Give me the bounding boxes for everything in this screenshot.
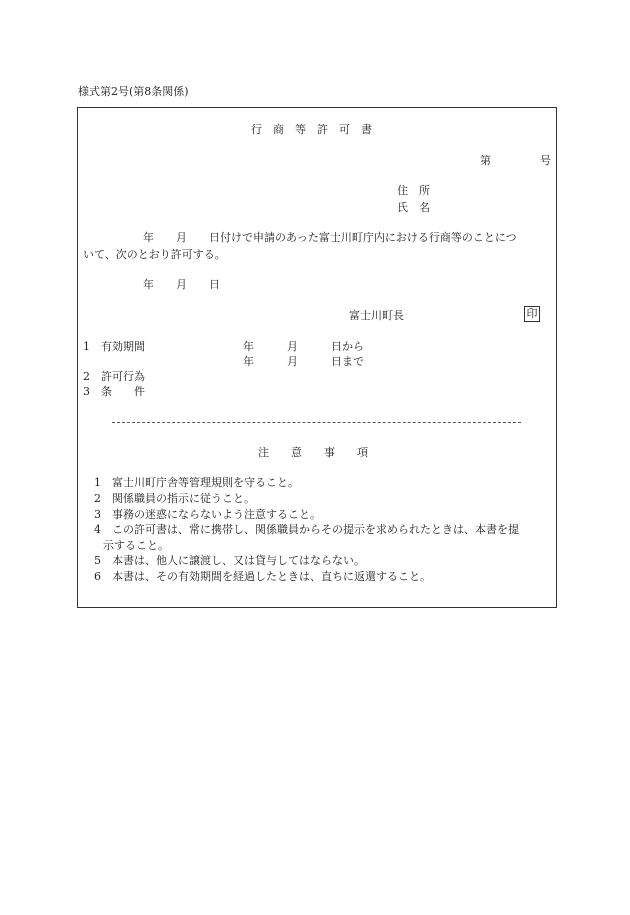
issue-date: 年 月 日 <box>143 278 220 291</box>
note-item: 1 富士川町庁舎等管理規則を守ること。 <box>94 476 299 489</box>
cut-line-divider <box>112 422 521 423</box>
name-label: 氏 名 <box>397 201 430 214</box>
seal-stamp: 印 <box>524 306 540 322</box>
permit-body-line-1: 年 月 日付けで申請のあった富士川町庁内における行商等のことにつ <box>143 231 517 244</box>
item-3-conditions: 3 条 件 <box>83 385 145 398</box>
item-1-validity-label: 有効期間 <box>101 340 145 353</box>
note-item: 5 本書は、他人に譲渡し、又は貸与してはならない。 <box>94 554 365 567</box>
form-number-label: 様式第2号(第8条関係) <box>78 85 189 98</box>
validity-to: 年 月 日まで <box>243 355 364 368</box>
note-item-continuation: 示すること。 <box>103 539 169 552</box>
note-item: 2 関係職員の指示に従うこと。 <box>94 492 255 505</box>
note-item: 3 事務の迷惑にならないよう注意すること。 <box>94 508 321 521</box>
note-item: 4 この許可書は、常に携帯し、関係職員からその提示を求められたときは、本書を提 <box>94 523 519 536</box>
item-2-permitted-act: 2 許可行為 <box>83 370 145 383</box>
item-1-number: 1 <box>83 340 90 353</box>
validity-from: 年 月 日から <box>243 340 364 353</box>
notes-title: 注 意 事 項 <box>258 446 368 459</box>
document-title: 行 商 等 許 可 書 <box>251 123 372 136</box>
permit-number-suffix: 号 <box>540 154 551 167</box>
address-label: 住 所 <box>397 184 430 197</box>
permit-body-line-2: いて、次のとおり許可する。 <box>83 248 226 261</box>
note-item: 6 本書は、その有効期間を経過したときは、直ちに返還すること。 <box>94 570 431 583</box>
issuer-title: 富士川町長 <box>349 309 404 322</box>
permit-number-prefix: 第 <box>480 154 491 167</box>
